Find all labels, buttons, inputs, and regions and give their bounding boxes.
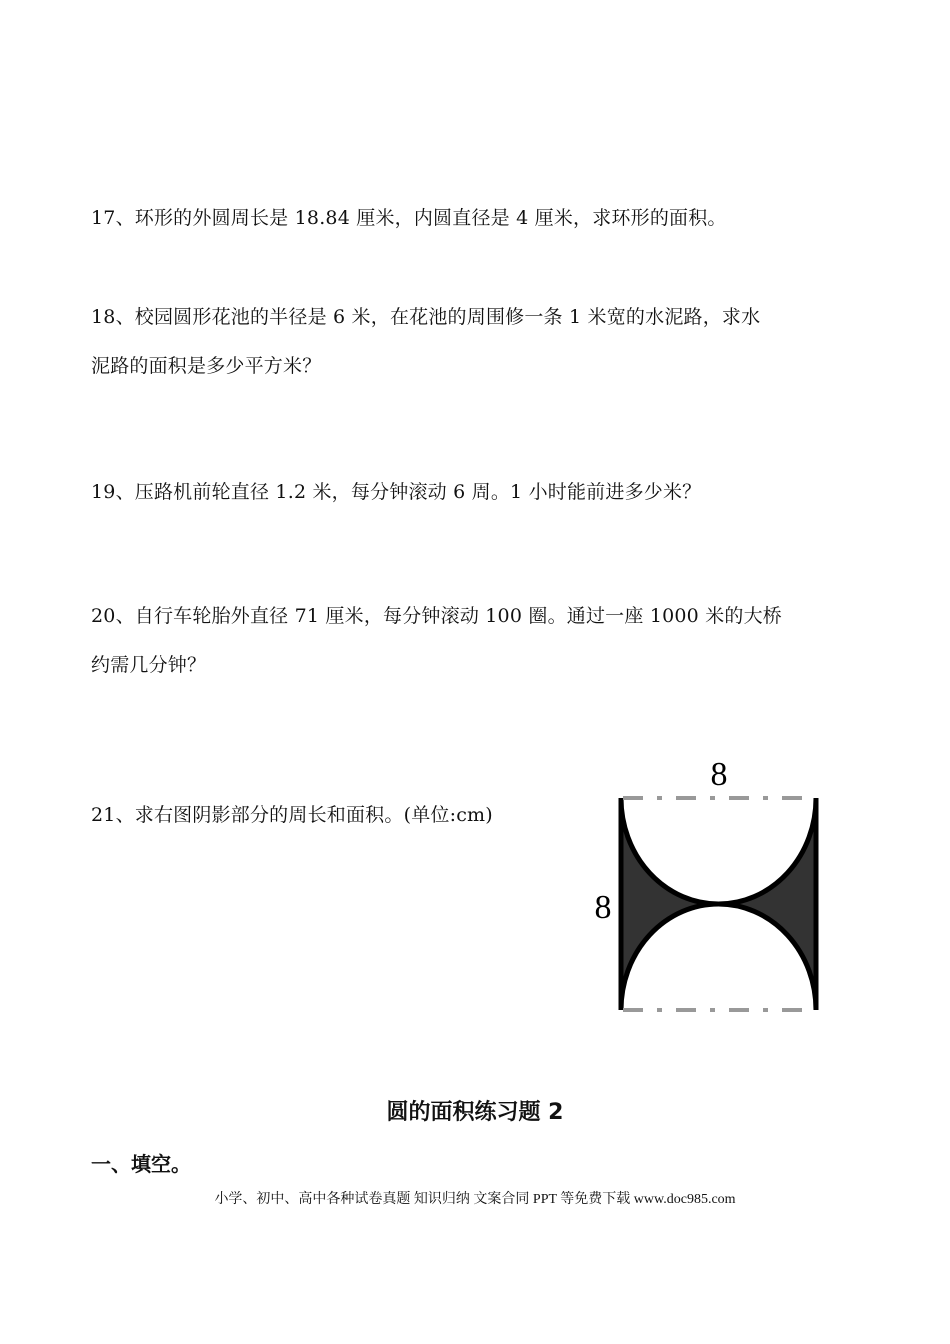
question-20-line-2: 约需几分钟？ — [91, 654, 207, 676]
shaded-region-figure — [585, 752, 835, 1022]
figure-side-label: 8 — [594, 889, 612, 926]
question-18-line-2: 泥路的面积是多少平方米？ — [91, 355, 322, 377]
footer-note: 小学、初中、高中各种试卷真题 知识归纳 文案合同 PPT 等免费下载 www.doc985.com — [214, 1192, 736, 1207]
figure-top-label: 8 — [710, 756, 728, 793]
question-18-line-1: 18、校园圆形花池的半径是 6 米，在花池的周围修一条 1 米宽的水泥路，求水 — [91, 306, 761, 328]
question-20-line-1: 20、自行车轮胎外直径 71 厘米，每分钟滚动 100 圈。通过一座 1000 米的大桥 — [91, 605, 783, 627]
question-19: 19、压路机前轮直径 1.2 米，每分钟滚动 6 周。1 小时能前进多少米？ — [91, 481, 702, 503]
question-17: 17、环形的外圆周长是 18.84 厘米，内圆直径是 4 厘米，求环形的面积。 — [91, 207, 727, 229]
section-heading-fill-in: 一、填空。 — [91, 1152, 191, 1176]
question-21: 21、求右图阴影部分的周长和面积。(单位:cm) — [91, 804, 493, 826]
section-title: 圆的面积练习题 2 — [386, 1100, 564, 1125]
